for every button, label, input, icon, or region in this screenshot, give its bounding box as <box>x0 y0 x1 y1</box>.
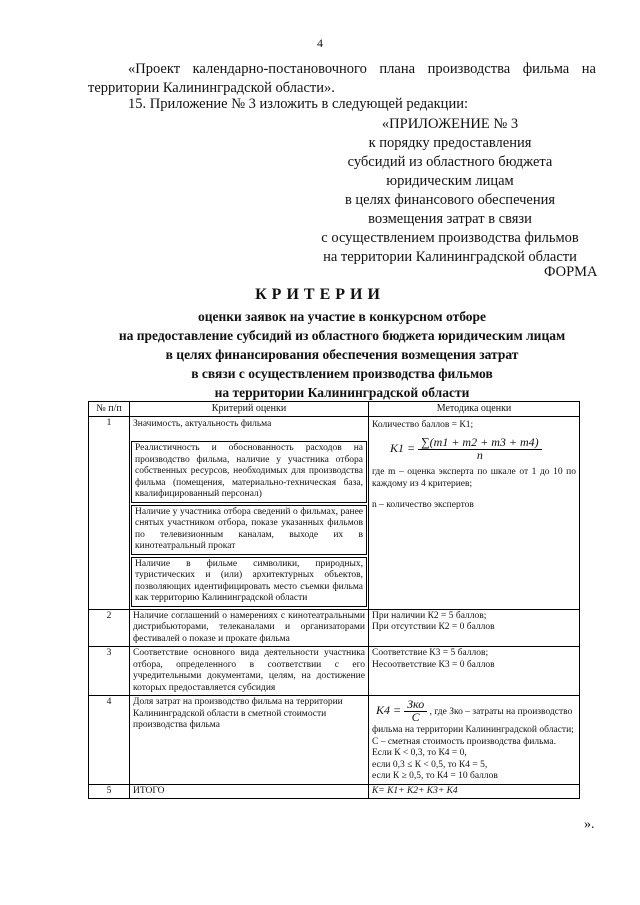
row-num: 3 <box>89 647 130 696</box>
method-text: С – сметная стоимость производства фильма. <box>372 736 556 747</box>
intro-line-1: «Проект календарно-постановочного плана производства фильма на территории Калининградской области». <box>88 61 596 96</box>
table-row <box>89 784 580 799</box>
document-title: КРИТЕРИИ <box>255 286 385 303</box>
method-text: Если К < 0,3, то К4 = 0, <box>372 748 467 758</box>
method-text: Соответствие К3 = 5 баллов; <box>372 648 489 658</box>
intro-line-2: 15. Приложение № 3 изложить в следующей редакции: <box>128 96 468 112</box>
table-row <box>89 696 580 785</box>
header-criterion: Критерий оценки <box>130 402 369 417</box>
formula-numerator: Зко <box>404 699 427 712</box>
formula-left: K1 = <box>390 440 416 455</box>
method-text: При отсутствии К2 = 0 баллов <box>372 622 495 632</box>
row-num: 1 <box>89 416 130 609</box>
formula-k1 <box>390 437 576 461</box>
formula-fraction <box>404 699 427 723</box>
subtitle-line: оценки заявок на участие в конкурсном отборе <box>197 309 487 324</box>
formula-denominator: С <box>411 709 420 724</box>
formula-numerator: ∑(m1 + m2 + m3 + m4) <box>418 437 542 450</box>
formula-fraction <box>418 437 542 461</box>
method-text: где m – оценка эксперта по шкале от 1 до 10 по каждому из 4 критериев; <box>372 467 576 489</box>
formula-k4 <box>376 699 427 723</box>
row-num: 2 <box>89 609 130 647</box>
method-text: , где Зко – затраты на производство фильма на территории Калининградской области; <box>372 706 574 735</box>
row-num: 5 <box>89 784 130 799</box>
closing-quote: ». <box>584 817 595 832</box>
row-method <box>369 609 580 647</box>
appendix-line-4: в целях финансового обеспечения <box>344 192 556 208</box>
table-row <box>89 416 580 609</box>
subtitle-line: в связи с осуществлением производства фильмов <box>191 366 493 381</box>
appendix-line-2: субсидий из областного бюджета <box>347 154 553 170</box>
method-text: n – количество экспертов <box>372 500 474 510</box>
document-subtitle <box>88 307 596 402</box>
subtitle-line: в целях финансирования обеспечения возмещения затрат <box>165 347 519 362</box>
subtitle-line: на территории Калининградской области <box>214 385 470 400</box>
criteria-table <box>88 401 580 799</box>
table-row <box>89 609 580 647</box>
criterion-subcell: Реалистичность и обоснованность расходов на производство фильма, наличие у участника отбора собственных ресурсов, необходимых для производства фильма (помещения, материально-техническая база, квалифицированный персонал) <box>131 441 367 503</box>
row-criterion: Соответствие основного вида деятельности участника отбора, определенного в соответствии с его учредительными документами, целям, на достижение которых предоставляется субсидия <box>130 647 369 696</box>
appendix-line-5: возмещения затрат в связи <box>368 211 532 227</box>
row-method: К= К1+ К2+ К3+ К4 <box>369 784 580 799</box>
appendix-line-3: юридическим лицам <box>386 173 514 189</box>
forma-label: ФОРМА <box>544 264 598 280</box>
criterion-text: Значимость, актуальность фильма <box>133 418 272 429</box>
appendix-line-7: на территории Калининградской области <box>323 249 577 265</box>
appendix-line-6: с осуществлением производства фильмов <box>321 230 579 246</box>
criterion-subcell: Наличие у участника отбора сведений о фильмах, ранее снятых участником отбора, показе указанных фильмов по телевизионным каналам, выходе их в кинотеатральный прокат <box>131 505 367 555</box>
method-formula-line <box>372 697 576 737</box>
method-text: При наличии К2 = 5 баллов; <box>372 610 487 621</box>
subtitle-line: на предоставление субсидий из областного бюджета юридическим лицам <box>118 328 566 343</box>
intro-paragraph <box>88 60 596 98</box>
table-row <box>89 647 580 696</box>
criterion-subcell: Наличие в фильме символики, природных, туристических и (или) архитектурных объектов, позволяющих идентифицировать место съемки фильма как территорию Калининградской области <box>131 557 367 607</box>
method-text: Количество баллов = К1; <box>372 419 474 430</box>
header-num: № п/п <box>89 402 130 417</box>
method-text: Несоответствие К3 = 0 баллов <box>372 659 495 670</box>
row-criterion <box>130 416 369 609</box>
method-text: если 0,3 ≤ К < 0,5, то К4 = 5, <box>372 759 488 770</box>
header-method: Методика оценки <box>369 402 580 417</box>
table-header-row <box>89 402 580 417</box>
appendix-line-1: к порядку предоставления <box>368 135 532 151</box>
row-criterion: Наличие соглашений о намерениях с кинотеатральными дистрибьюторами, телеканалами и организаторами фестивалей о показе и прокате фильма <box>130 609 369 647</box>
row-criterion: Доля затрат на производство фильма на территории Калининградской области в сметной стоимости производства фильма <box>130 696 369 785</box>
formula-denominator: n <box>476 447 483 462</box>
row-criterion: ИТОГО <box>130 784 369 799</box>
page-number: 4 <box>317 36 323 50</box>
appendix-line-0: «ПРИЛОЖЕНИЕ № 3 <box>381 116 519 132</box>
method-text: если К ≥ 0,5, то К4 = 10 баллов <box>372 771 498 781</box>
formula-left: K4 = <box>376 702 402 717</box>
row-method <box>369 647 580 696</box>
row-method <box>369 696 580 785</box>
row-num: 4 <box>89 696 130 785</box>
row-method <box>369 416 580 609</box>
